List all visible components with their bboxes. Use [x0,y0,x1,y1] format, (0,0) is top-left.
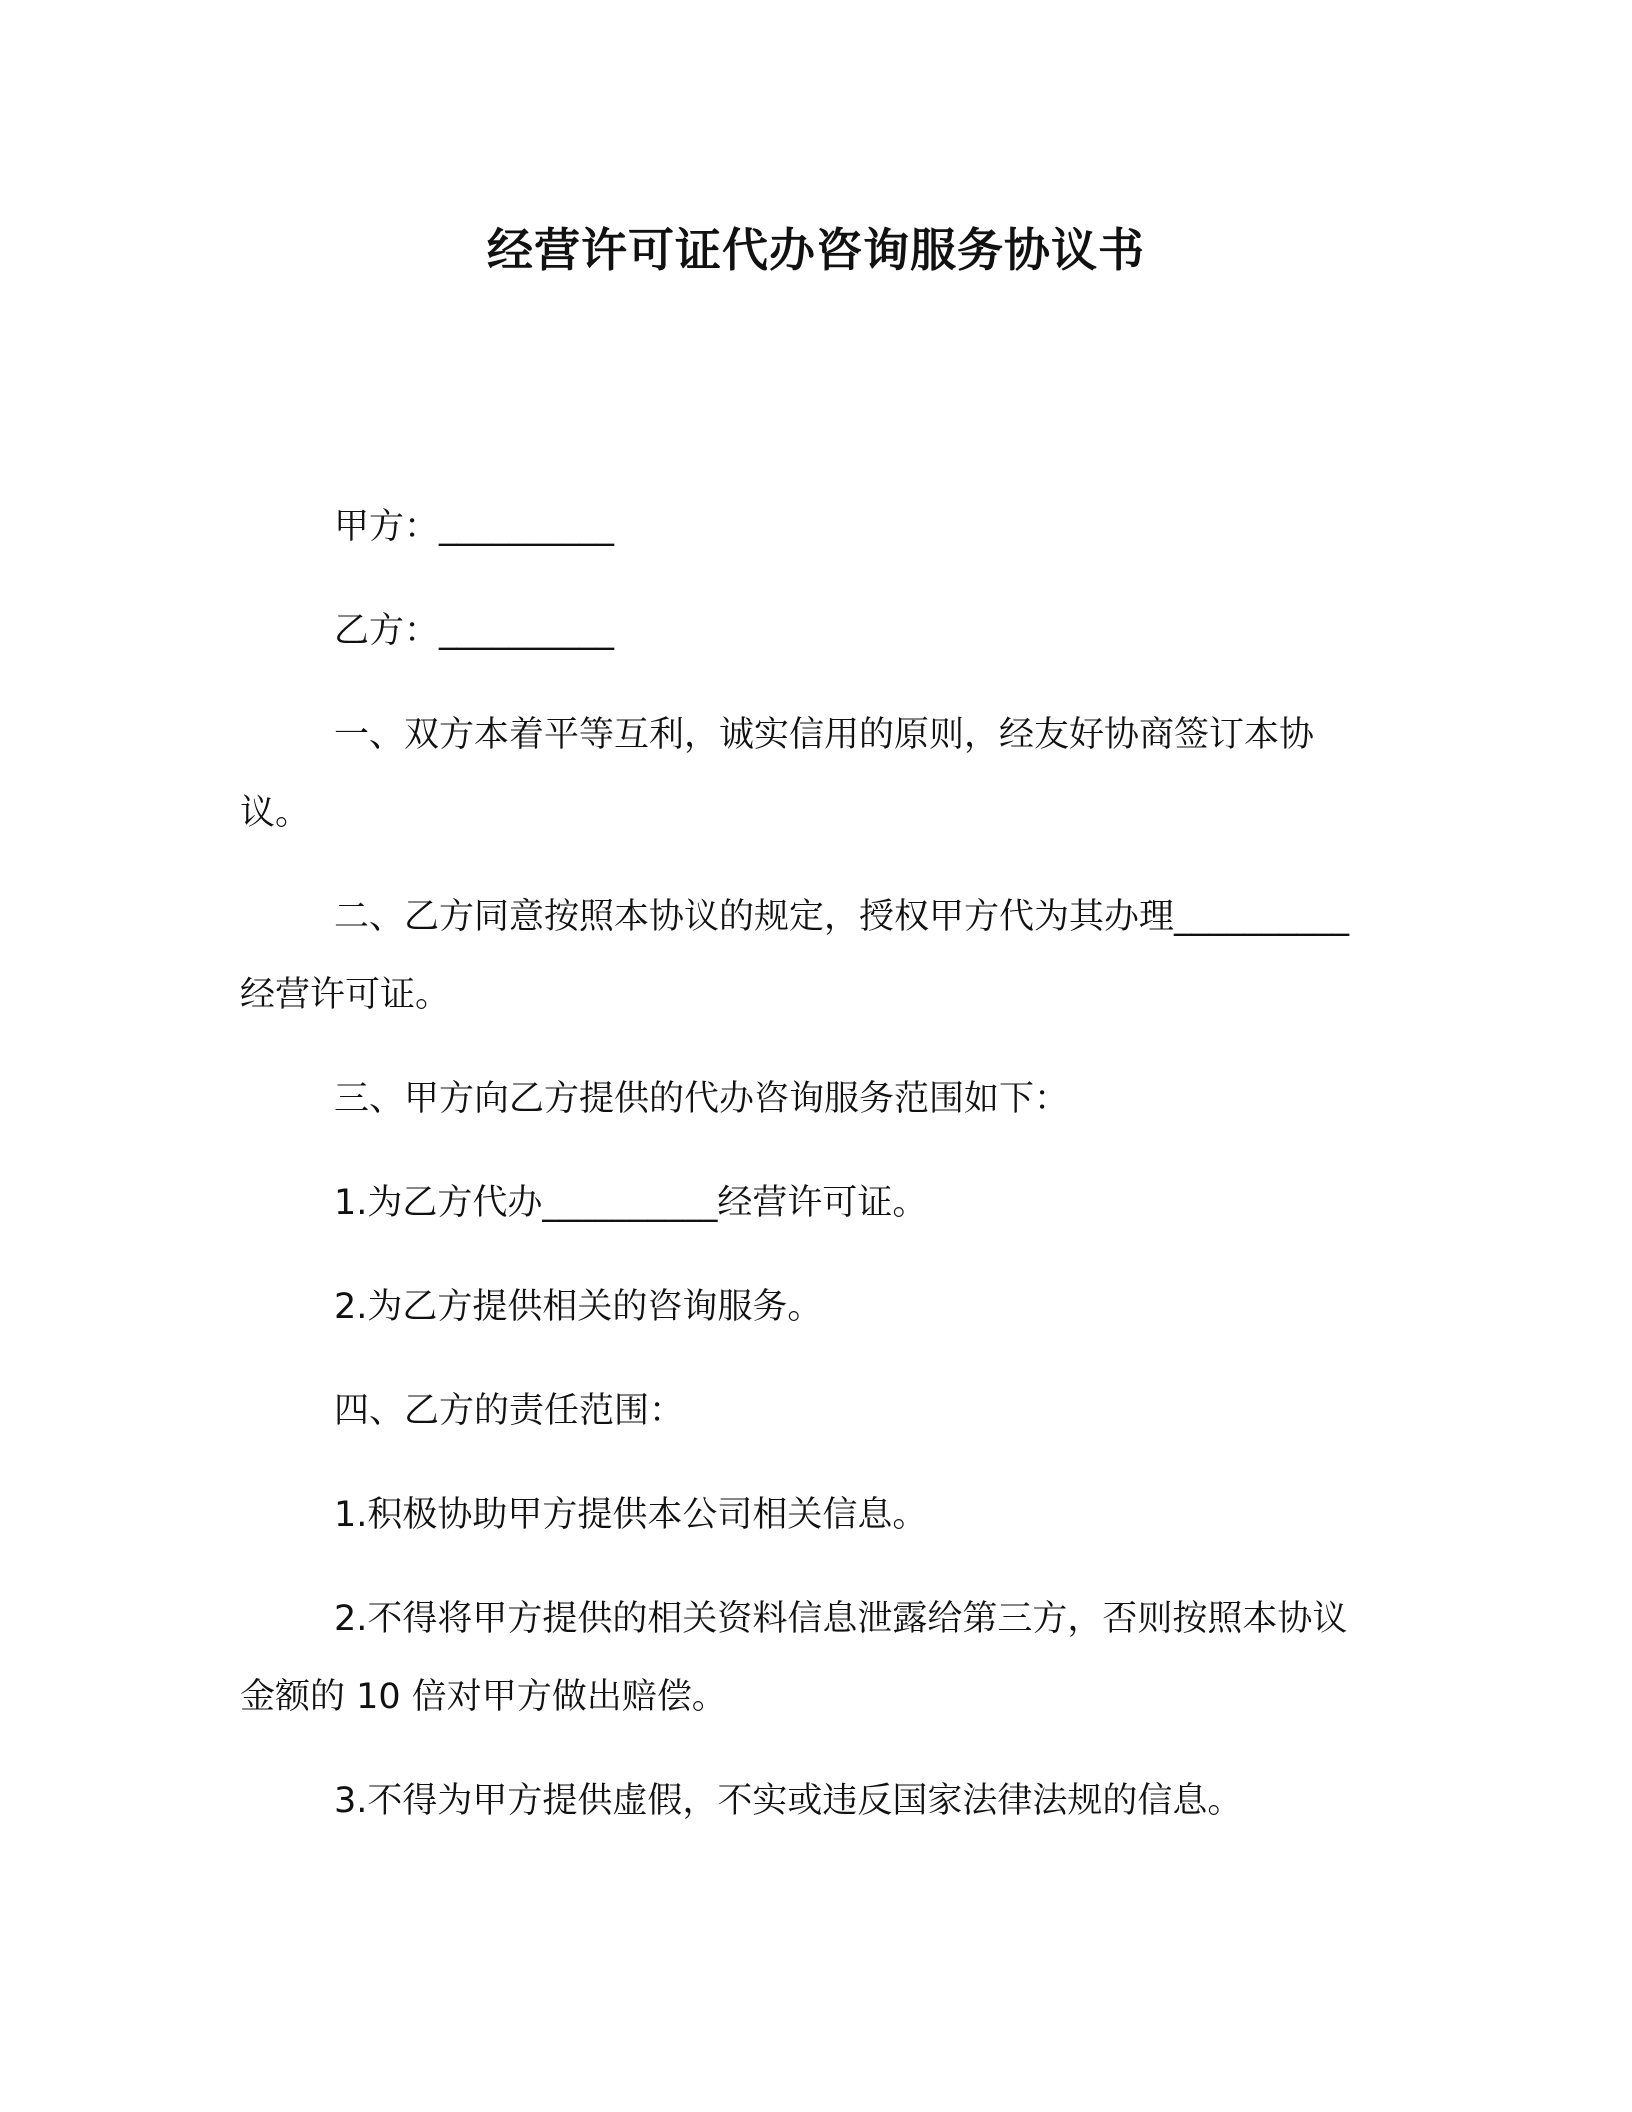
clause-1: 一、双方本着平等互利，诚实信用的原则，经友好协商签订本协议。 [240,715,1315,833]
clause-4-item-2: 2.不得将甲方提供的相关资料信息泄露给第三方，否则按照本协议金额的 10 倍对甲方做出赔偿。 [240,1599,1348,1717]
clause-4-item-3: 3.不得为甲方提供虚假，不实或违反国家法律法规的信息。 [334,1781,1243,1821]
clause-3-heading: 三、甲方向乙方提供的代办咨询服务范围如下： [334,1079,1070,1119]
clause-2: 二、乙方同意按照本协议的规定，授权甲方代为其办理__________经营许可证。 [240,897,1350,1015]
document-body [240,488,1380,1866]
party-b-line: 乙方：__________ [334,611,615,651]
document-title: 经营许可证代办咨询服务协议书 [487,223,1145,277]
party-a-line: 甲方：__________ [334,507,615,547]
clause-3-item-1: 1.为乙方代办__________经营许可证。 [334,1183,928,1223]
clause-3-item-2: 2.为乙方提供相关的咨询服务。 [334,1287,823,1327]
clause-4-heading: 四、乙方的责任范围： [334,1391,685,1431]
clause-4-item-1: 1.积极协助甲方提供本公司相关信息。 [334,1495,928,1535]
